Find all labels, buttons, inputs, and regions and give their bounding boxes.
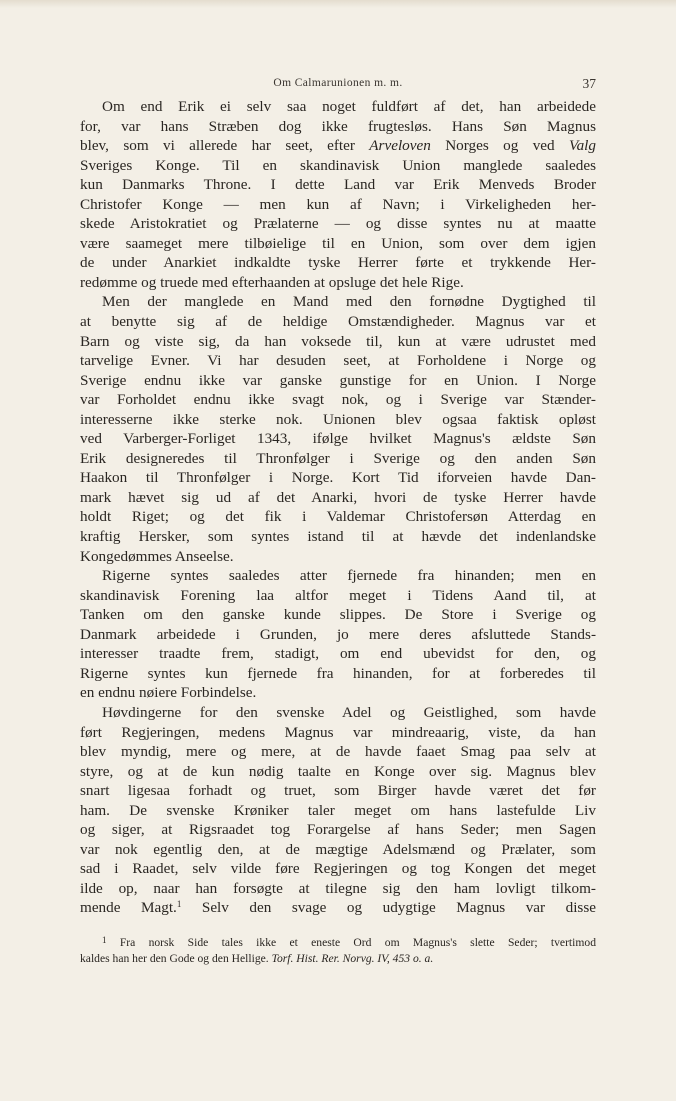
text-line: Tanken om den ganske kunde slippes. De Store i Sverige og: [80, 606, 596, 624]
text-line: blev myndig, mere og mere, at de havde faaet Smag paa selv at: [80, 743, 596, 761]
footnote-line: kaldes han her den Gode og den Hellige. Torf. Hist. Rer. Norvg. IV, 453 o. a.: [80, 952, 434, 965]
text-line: interesser traadte frem, stadigt, om end ubevidst for den, og: [80, 645, 596, 663]
text-line: ført Regjeringen, medens Magnus var mindreaarig, viste, da han: [80, 723, 596, 741]
text-line: Sveriges Konge. Til en skandinavisk Union manglede saaledes: [80, 156, 596, 174]
text-line: skandinavisk Forening laa altfor meget i Tidens Aand til, at: [80, 586, 596, 604]
text-line: ilde op, naar han forsøgte at tilegne sig den ham lovligt tilkom-: [80, 879, 596, 897]
text-line: de under Anarkiet indkaldte tyske Herrer førte et trykkende Her-: [80, 254, 596, 272]
text-line: Christofer Konge — men kun af Navn; i Virkeligheden her-: [80, 195, 596, 213]
text-line: være saameget mere tilbøielige til en Union, som over dem igjen: [80, 234, 596, 252]
text-line: mende Magt.$^1$ Selv den svage og udygtige Magnus var disse: [80, 899, 596, 917]
text-line: Danmark arbeidede i Grunden, jo mere deres afsluttede Stands-: [80, 625, 596, 643]
footnote-mark: 1: [102, 935, 107, 945]
text-line: Sverige endnu ikke var ganske gunstige for en Union. I Norge: [80, 371, 596, 389]
text-line: skede Aristokratiet og Prælaterne — og disse syntes nu at maatte: [80, 215, 596, 233]
text-line: kraftig Hersker, som syntes istand til at hævde det indenlandske: [80, 528, 596, 546]
text-line: for, var hans Stræben dog ikke frugtesløs. Hans Søn Magnus: [80, 117, 596, 135]
running-head: Om Calmarunionen m. m.: [273, 77, 403, 89]
text-line: Rigerne syntes saaledes atter fjernede fra hinanden; men en: [102, 567, 596, 585]
text-line: Haakon til Thronfølger i Norge. Kort Tid iforveien havde Dan-: [80, 469, 596, 487]
text-line: var Forholdet endnu ikke svagt nok, og i Sverige var Stænder-: [80, 391, 596, 409]
text-line: mark hævet sig ud af det Anarki, hvori de tyske Herrer havde: [80, 488, 596, 506]
text-line: Barn og viste sig, da han voksede til, kun at være udrustet med: [80, 332, 596, 350]
text-line: Om end Erik ei selv saa noget fuldført af det, han arbeidede: [102, 98, 596, 115]
footnote: [80, 935, 596, 967]
text-line: Kongedømmes Anseelse.: [80, 547, 234, 565]
text-line: snart ligesaa forhadt og truet, som Birger havde været det før: [80, 782, 596, 800]
text-line: Erik designeredes til Thronfølger i Sverige og den anden Søn: [80, 449, 596, 467]
text-line: styre, og at de kun nødig taalte en Konge over sig. Magnus blev: [80, 762, 596, 780]
text-line: kun Danmarks Throne. I dette Land var Erik Menveds Broder: [80, 176, 596, 194]
text-line: sad i Raadet, selv vilde føre Regjeringen og tog Kongen det meget: [80, 860, 596, 878]
text-line: Høvdingerne for den svenske Adel og Geistlighed, som havde: [102, 703, 596, 721]
text-line: redømme og truede med efterhaanden at opsluge det hele Rige.: [80, 273, 464, 291]
text-line: at benytte sig af de heldige Omstændigheder. Magnus var et: [80, 313, 596, 331]
text-line: Rigerne syntes kun fjernede fra hinanden, for at forberedes til: [80, 664, 596, 682]
footnote-reference: 1: [176, 899, 182, 910]
text-line: ved Varberger-Forliget 1343, ifølge hvilket Magnus's ældste Søn: [80, 430, 596, 448]
page-header: [80, 77, 596, 93]
text-line: holdt Riget; og det fik i Valdemar Christofersøn Atterdag en: [80, 508, 596, 526]
text-line: var nok egentlig den, at de mægtige Adelsmænd og Prælater, som: [80, 840, 596, 858]
text-line: blev, som vi allerede har seet, efter Arveloven Norges og ved Valg: [80, 137, 596, 155]
text-line: Men der manglede en Mand med den fornødne Dygtighed til: [102, 293, 596, 311]
text-line: ham. De svenske Krøniker taler meget om hans lastefulde Liv: [80, 801, 596, 819]
body-text: [80, 97, 596, 918]
text-line: tarvelige Evner. Vi har desuden seet, at Forholdene i Norge og: [80, 352, 596, 370]
page-number: 37: [582, 76, 596, 91]
text-line: interesserne ikke sterke nok. Unionen blev ogsaa faktisk opløst: [80, 410, 596, 428]
text-line: og siger, at Rigsraadet tog Forargelse af hans Seder; men Sagen: [80, 821, 596, 839]
footnote-line: $^1$ Fra norsk Side tales ikke et eneste Ord om Magnus's slette Seder; tvertimod: [102, 935, 596, 949]
page-top-edge: [0, 0, 676, 8]
text-line: en endnu nøiere Forbindelse.: [80, 684, 257, 702]
